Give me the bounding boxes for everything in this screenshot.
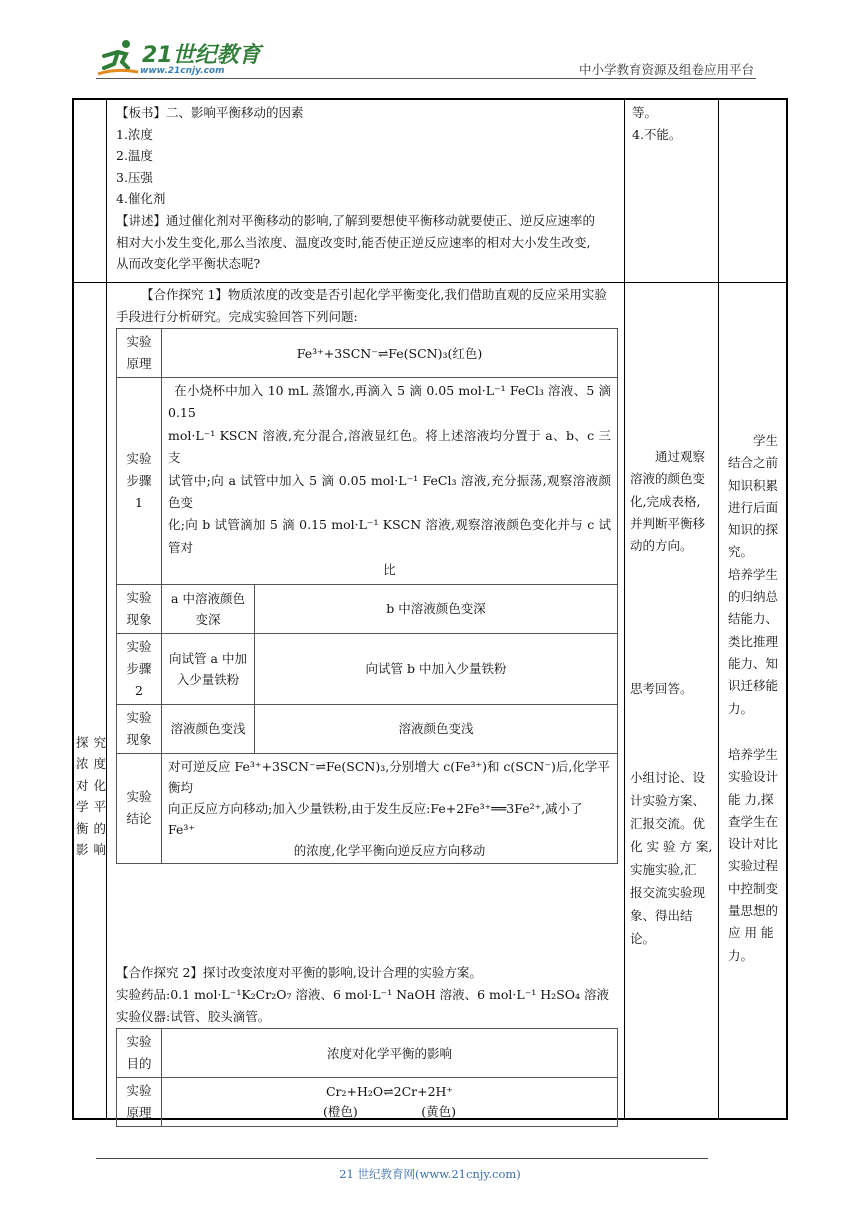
phenomenon2-b: 溶液颜色变浅 [255,704,618,753]
step1-line: 试管中;向 a 试管中加入 5 滴 0.05 mol·L⁻¹ FeCl₃ 溶液,充分振荡,观察溶液颜色变 [168,472,611,511]
step2-label: 实验步骤 2 [117,633,162,704]
student-activity-line: 并判断平衡移 [630,515,706,531]
design-intent-line: 识迁移能 [728,678,779,694]
design-intent-line: 查学生在 [728,813,779,829]
table-row [117,378,618,585]
student-activity-observe [630,446,716,557]
phenomenon-label: 实验现象 [117,584,162,633]
design-intent-line: 培养学生 [728,566,779,582]
phenomenon-b: b 中溶液颜色变深 [255,584,618,633]
inquiry-text: 【合作探究 1】物质浓度的改变是否引起化学平衡变化,我们借助直观的反应采用实验 [141,287,607,302]
board-item: 4.催化剂 [116,191,166,207]
step1-line: mol·L⁻¹ KSCN 溶液,充分混合,溶液显红色。将上述溶液均分置于 a、b、c 三支 [168,427,611,466]
design-intent-line: 中控制变 [728,880,779,896]
conclusion-line: 对可逆反应 Fe³⁺+3SCN⁻⇌Fe(SCN)₃,分别增大 c(Fe³⁺)和 c(SCN⁻)后,化学平衡均 [168,758,610,795]
student-activity-line: 等。 [632,105,658,120]
table-row [117,753,618,863]
principle2-colors: (橙色) (黄色) [322,1104,457,1119]
phenomenon-a: a 中溶液颜色变深 [162,584,255,633]
conclusion-line: 向正反应方向移动;加入少量铁粉,由于发生反应:Fe+2Fe³⁺══3Fe²⁺,减小了 Fe³⁺ [168,800,583,837]
column-divider [106,100,107,1118]
step1-label: 实验步骤 1 [117,378,162,585]
principle2-label: 实验原理 [117,1078,162,1127]
footer-divider [96,1158,708,1159]
lecture-text: 【讲述】通过催化剂对平衡移动的影响,了解到要想使平衡移动就要使正、逆反应速率的 [116,212,595,228]
student-activity-line: 4.不能。 [632,126,682,142]
section-label-line: 探 究 [76,735,106,750]
experiment-2-table [116,1028,618,1127]
table-row [117,584,618,633]
table-row [117,633,618,704]
header-divider [96,78,756,79]
table-row [117,704,618,753]
site-logo [96,36,266,80]
step2-a: 向试管 a 中加入少量铁粉 [162,633,255,704]
experiment-1-table [116,328,618,864]
design-intent-line: 力。 [728,947,754,963]
brand-name: 21世纪教育 [142,43,261,68]
table-row [117,329,618,378]
design-intent-line: 知识积累 [728,477,779,493]
design-intent-line: 结能力、 [728,611,779,627]
design-intent-line: 学生 [753,433,779,448]
student-activity-line: 实施实验,汇 [630,862,697,877]
section-label-line: 浓度 [76,756,106,772]
conclusion-label: 实验结论 [117,753,162,863]
reagents-text: 实验药品:0.1 mol·L⁻¹K₂Cr₂O₇ 溶液、6 mol·L⁻¹ NaOH 溶液、6 mol·L⁻¹ H₂SO₄ 溶液 [116,987,609,1002]
principle2-equation: Cr₂+H₂O⇌2Cr+2H⁺ [325,1084,454,1099]
section-label-line: 影响 [76,842,106,858]
step2-b: 向试管 b 中加入少量铁粉 [255,633,618,704]
step1-line: 比 [383,562,396,578]
runner-logo-icon [96,38,140,78]
brand-url: www.21cnjy.com [140,66,225,76]
design-intent-1 [728,430,788,720]
step1-line: 化;向 b 试管滴加 5 滴 0.15 mol·L⁻¹ KSCN 溶液,观察溶液颜色变化并与 c 试管对 [168,517,611,555]
conclusion-value [162,753,618,863]
design-intent-line: 实验设计 [728,769,779,785]
instruments-text: 实验仪器:试管、胶头滴管。 [116,1009,271,1024]
cooperative-inquiry-2 [116,962,622,1028]
student-activity-line: 报交流实验现 [630,885,706,900]
design-intent-line: 实验过程 [728,858,779,874]
design-intent-line: 的归纳总 [728,589,779,605]
student-activity-discuss [630,766,716,950]
inquiry-text: 【合作探究 2】探讨改变浓度对平衡的影响,设计合理的实验方案。 [116,965,482,980]
design-intent-line: 结合之前 [728,455,779,471]
design-intent-line: 能力、知 [728,655,779,671]
lecture-text: 从而改变化学平衡状态呢? [116,256,261,272]
design-intent-line: 究。 [728,544,754,560]
student-activity-line: 通过观察 [655,449,706,464]
board-notes [116,102,624,275]
board-item: 3.压强 [116,169,153,185]
student-activity-line: 化 实 验 方 案, [630,839,713,854]
purpose-label: 实验目的 [117,1029,162,1078]
student-activity-line: 象、得出结论。 [630,908,693,946]
design-intent-line: 进行后面 [728,499,779,515]
design-intent-line: 能 力,探 [728,791,774,807]
student-activity-line: 溶液的颜色变 [630,471,706,487]
design-intent-line: 应 用 能 [728,925,774,941]
design-intent-line: 设计对比 [728,836,779,852]
phenomenon2-a: 溶液颜色变浅 [162,704,255,753]
table-row [117,1078,618,1127]
section-label-line: 衡 的 [76,820,106,836]
section-label [76,732,106,860]
student-activity-row1 [632,102,716,145]
student-activity-line: 动的方向。 [630,538,693,554]
phenomenon2-label: 实验现象 [117,704,162,753]
table-row [117,1029,618,1078]
board-item: 2.温度 [116,148,153,164]
design-intent-line: 知识的探 [728,522,779,538]
cooperative-inquiry-1 [116,284,622,327]
principle2-value [162,1078,618,1127]
platform-name: 中小学教育资源及组卷应用平台 [578,62,754,77]
row-divider [74,282,786,283]
design-intent-line: 类比推理 [728,633,779,649]
student-activity-line: 汇报交流。优 [630,816,706,831]
design-intent-2 [728,744,788,967]
student-activity-line: 思考回答。 [630,681,693,696]
step1-line: 在小烧杯中加入 10 mL 蒸馏水,再滴入 5 滴 0.05 mol·L⁻¹ FeCl₃ 溶液、5 滴 0.15 [168,383,611,421]
principle-label: 实验原理 [117,329,162,378]
section-label-line: 对 化 [76,777,106,793]
lesson-table [72,98,788,1120]
conclusion-line: 的浓度,化学平衡向逆反应方向移动 [293,842,486,858]
column-divider [624,100,625,1118]
lecture-text: 相对大小发生变化,那么当浓度、温度改变时,能否使正逆反应速率的相对大小发生改变, [116,234,591,250]
section-label-line: 学平 [76,799,106,815]
purpose-value: 浓度对化学平衡的影响 [162,1029,618,1078]
student-activity-line: 化,完成表格, [630,493,701,509]
student-activity-line: 计实验方案、 [630,793,706,808]
footer-link[interactable]: 21 世纪教育网(www.21cnjy.com) [339,1167,521,1181]
principle-value: Fe³⁺+3SCN⁻⇌Fe(SCN)₃(红色) [162,329,618,378]
inquiry-text: 手段进行分析研究。完成实验回答下列问题: [116,308,358,324]
student-activity-line: 小组讨论、设 [630,770,706,785]
column-divider [718,100,719,1118]
design-intent-line: 量思想的 [728,903,779,919]
design-intent-line: 力。 [728,700,754,716]
design-intent-line: 培养学生 [728,747,779,762]
board-item: 1.浓度 [116,126,153,142]
step1-value [162,378,618,585]
student-activity-think [630,678,716,700]
board-title: 【板书】二、影响平衡移动的因素 [116,105,304,120]
